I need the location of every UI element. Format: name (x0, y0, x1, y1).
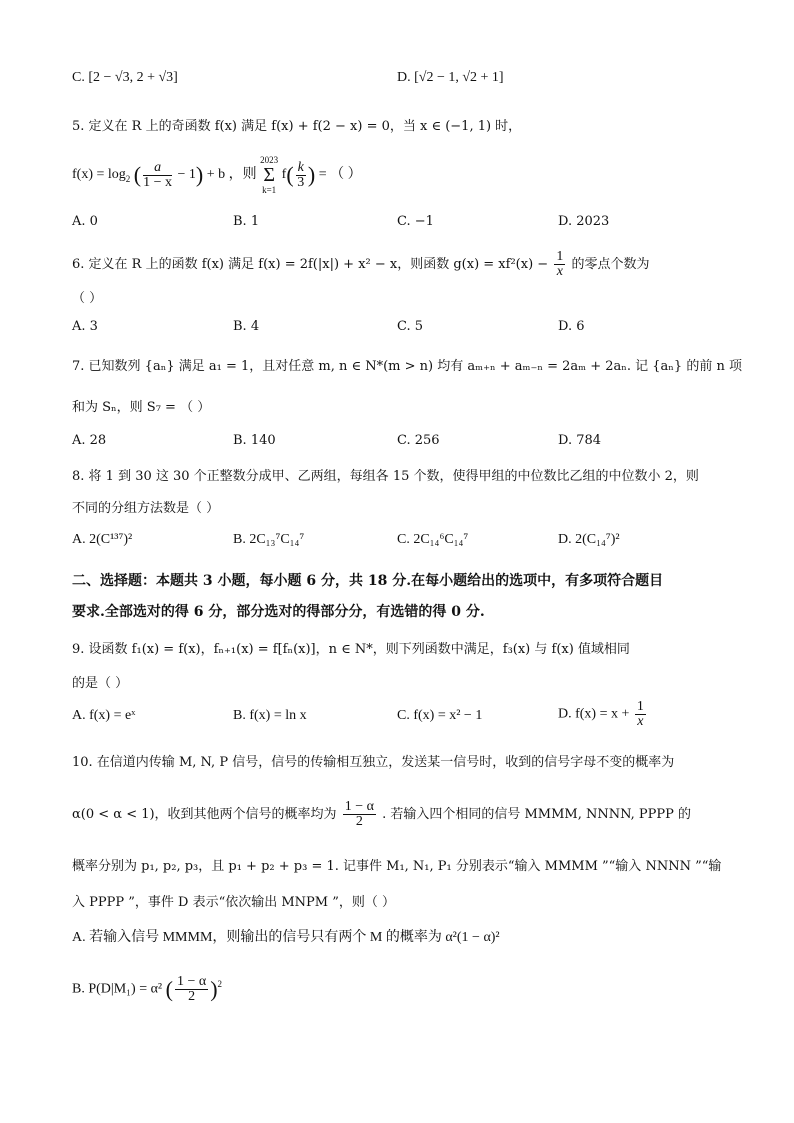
q8-option-d: D. 2(C₁₄⁷)² (558, 532, 620, 547)
q7-option-a: A. 28 (72, 433, 107, 448)
section-2-header-line-1: 二、选择题：本题共 3 小题，每小题 6 分，共 18 分.在每小题给出的选项中，有多项符合题目 (72, 573, 664, 589)
section-2-header-line-2: 要求.全部选对的得 6 分，部分选对的得部分分，有选错的得 0 分. (72, 604, 485, 620)
q6-stem-line-2: （ ） (72, 291, 103, 306)
q7-option-d: D. 784 (558, 433, 602, 448)
q10-option-b-text: B. P(D|M₁) = α² (72, 981, 163, 997)
q5-formula-mid: ，则 (228, 167, 257, 183)
q5-option-d: D. 2023 (558, 214, 610, 229)
q5-option-c: C. −1 (397, 214, 434, 229)
q7-stem-line-2: 和为 Sₙ，则 S₇ = （ ） (72, 400, 211, 415)
q10-stem-2a: α(0 < α < 1)，收到其他两个信号的概率均为 (72, 807, 337, 822)
q10-option-b: B. P(D|M₁) = α² ( $\frac{1 - \alpha}{2}$ )$^2$ (72, 974, 223, 1004)
q9-option-d: D. f(x) = x + $\frac{1}{x}$ (558, 699, 644, 729)
q8-stem-line-2: 不同的分组方法数是（ ） (72, 501, 220, 516)
q6-option-b: B. 4 (233, 319, 260, 334)
q6-option-d: D. 6 (558, 319, 585, 334)
q7-stem-line-1: 7. 已知数列 {aₙ} 满足 a₁ = 1，且对任意 m, n ∈ N*(m > n) 均有 aₘ₊ₙ + aₘ₋ₙ = 2aₘ + 2aₙ. 记 {aₙ} 的前 n 项 (72, 359, 742, 374)
q9-option-b: B. f(x) = ln x (233, 708, 307, 723)
q9-stem-line-2: 的是（ ） (72, 676, 129, 691)
q10-stem-line-4: 入 PPPP ”，事件 D 表示“依次输出 MNPM ”，则（ ） (72, 895, 396, 910)
q6-stem-text: 6. 定义在 R 上的函数 f(x) 满足 f(x) = 2f(|x|) + x² − x，则函数 g(x) = xf²(x) − (72, 257, 549, 272)
q4-option-c: C. [2 − √3, 2 + √3] (72, 70, 178, 85)
q10-stem-line-2: α(0 < α < 1)，收到其他两个信号的概率均为 $\frac{1 - \alpha}{2}$ . 若输入四个相同的信号 MMMM, NNNN, PPPP 的 (72, 799, 692, 829)
q7-option-b: B. 140 (233, 433, 276, 448)
q9-option-a: A. f(x) = eˣ (72, 708, 136, 723)
q9-option-d-text: D. f(x) = x + (558, 706, 630, 722)
q5-option-b: B. 1 (233, 214, 260, 229)
q7-option-c: C. 256 (397, 433, 440, 448)
q5-stem-line-1: 5. 定义在 R 上的奇函数 f(x) 满足 f(x) + f(2 − x) = 0，当 x ∈ (−1, 1) 时， (72, 119, 522, 134)
q5-stem-line-2: $f(x) = \log_2$ ( $\frac{a}{1 - x}$ − 1) + b ，则 2023 Σ k=1 f( $\frac{k}{3}$ ) = （ ） (72, 155, 362, 195)
q10-stem-line-3: 概率分别为 p₁, p₂, p₃，且 p₁ + p₂ + p₃ = 1. 记事件 M₁, N₁, P₁ 分别表示“输入 MMMM ”“输入 NNNN ”“输 (72, 859, 722, 874)
q9-stem-line-1: 9. 设函数 f₁(x) = f(x)，fₙ₊₁(x) = f[fₙ(x)]，n ∈ N*，则下列函数中满足，f₃(x) 与 f(x) 值域相同 (72, 642, 630, 657)
q10-stem-line-1: 10. 在信道内传输 M, N, P 信号，信号的传输相互独立，发送某一信号时，收到的信号字母不变的概率为 (72, 755, 675, 770)
q6-option-a: A. 3 (72, 319, 98, 334)
q6-stem-line-1: 6. 定义在 R 上的函数 f(x) 满足 f(x) = 2f(|x|) + x² − x，则函数 g(x) = xf²(x) − $\frac{1}{x}$ 的零点个数为 (72, 249, 650, 279)
q6-option-c: C. 5 (397, 319, 424, 334)
q9-option-c: C. f(x) = x² − 1 (397, 708, 483, 723)
q10-stem-2b: . 若输入四个相同的信号 MMMM, NNNN, PPPP 的 (382, 807, 692, 822)
q8-option-c: C. 2C₁₄⁶C₁₄⁷ (397, 532, 469, 547)
q8-stem-line-1: 8. 将 1 到 30 这 30 个正整数分成甲、乙两组，每组各 15 个数，使得甲组的中位数比乙组的中位数小 2，则 (72, 469, 699, 484)
q5-formula-start: f(x) = log (72, 167, 126, 183)
q5-formula-end: = （ ） (318, 167, 362, 183)
q4-option-d: D. [√2 − 1, √2 + 1] (397, 70, 504, 85)
q6-stem-tail: 的零点个数为 (571, 257, 650, 272)
q10-option-a: A. 若输入信号 MMMM，则输出的信号只有两个 M 的概率为 α²(1 − α)² (72, 930, 500, 945)
q5-option-a: A. 0 (72, 214, 98, 229)
q8-option-b: B. 2C₁₃⁷C₁₄⁷ (233, 532, 305, 547)
q8-option-a: A. 2(C¹³⁷)² (72, 532, 133, 547)
